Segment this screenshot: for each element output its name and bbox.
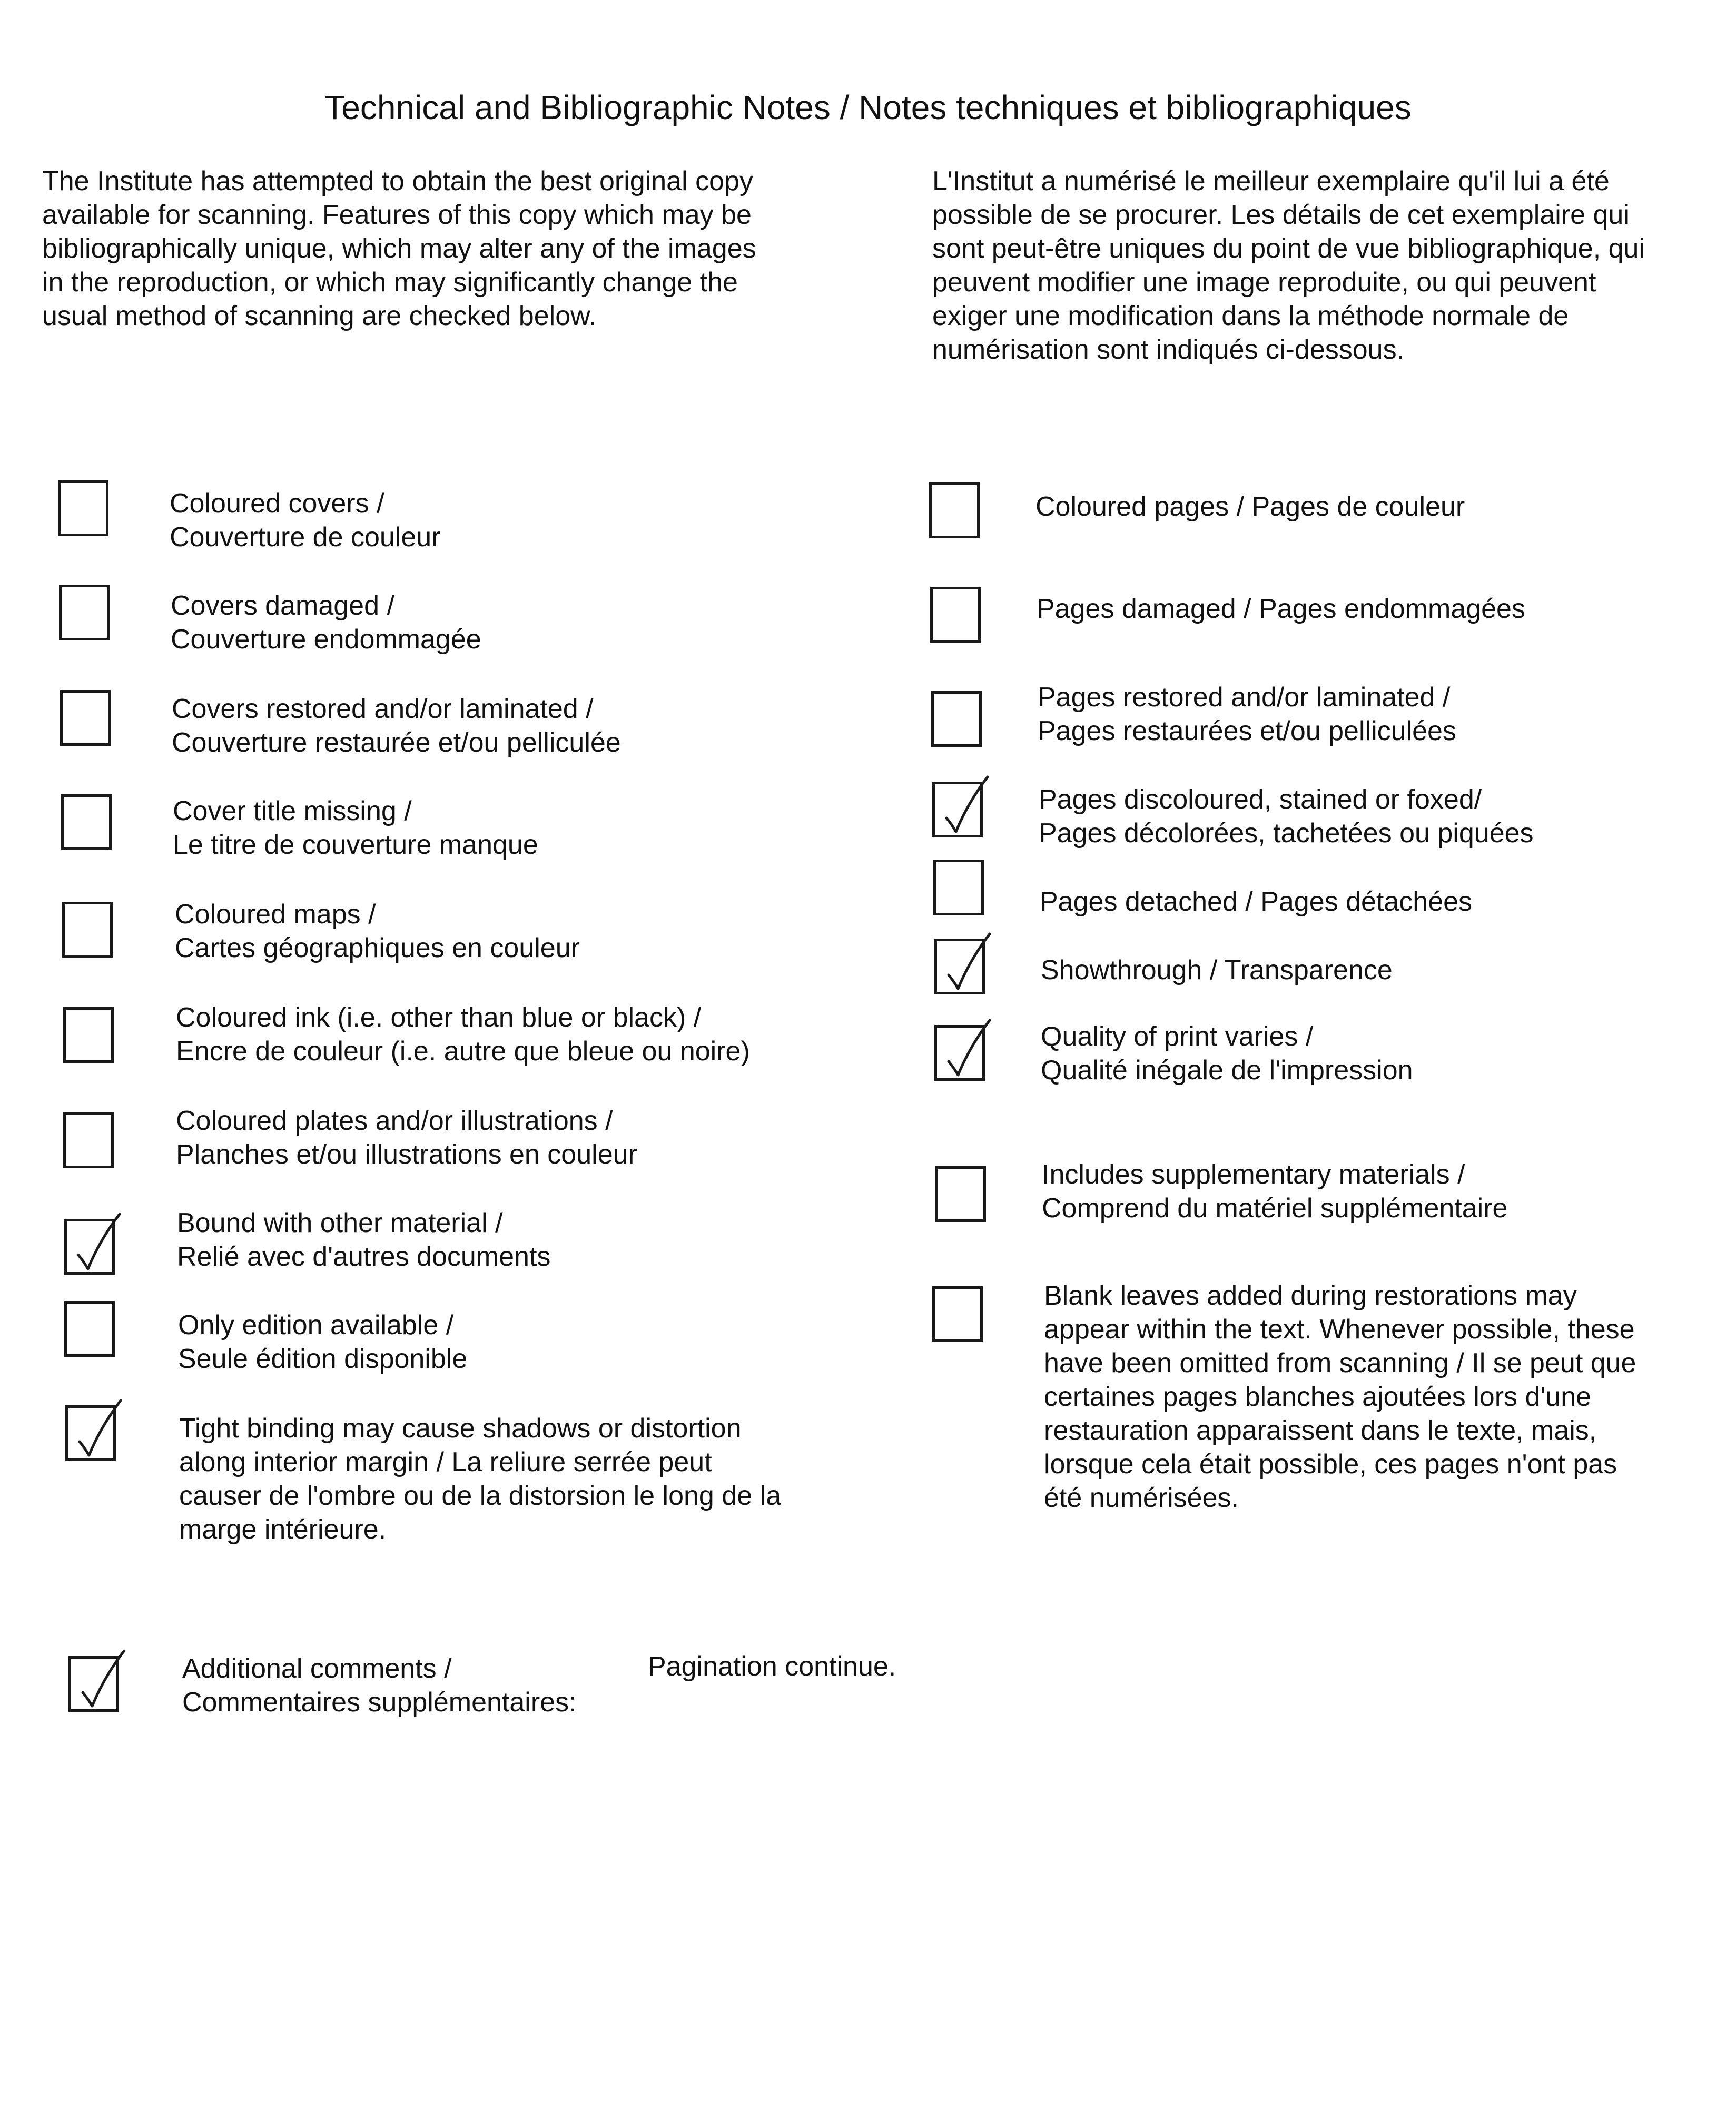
check-mark-icon [933, 1015, 996, 1089]
label-supplementary-materials: Includes supplementary materials / Comprend du matériel supplémentaire [1042, 1159, 1508, 1224]
check-mark-icon [63, 1209, 126, 1283]
checkbox-pages-restored[interactable] [931, 691, 982, 747]
label-showthrough: Showthrough / Transparence [1041, 955, 1393, 985]
intro-english: The Institute has attempted to obtain the best original copy available for scanning. Features of this copy which may be bibliographically unique, which may alter any of the images in the reproduction, or which may significantly change the usual method of scanning are checked below. [42, 166, 756, 331]
checkbox-additional-comments[interactable] [68, 1656, 119, 1712]
label-cover-title-missing: Cover title missing / Le titre de couverture manque [173, 796, 538, 860]
label-covers-restored: Covers restored and/or laminated / Couverture restaurée et/ou pelliculée [172, 694, 621, 758]
check-mark-icon [67, 1646, 130, 1720]
label-blank-leaves: Blank leaves added during restorations may appear within the text. Whenever possible, these have been omitted from scanning / Il se peut que certaines pages blanches ajoutées lors d'une restauration apparaissent dans le texte, mais, lorsque cela était possible, ces pages n'ont pas été numérisées. [1044, 1280, 1636, 1513]
intro-french: L'Institut a numérisé le meilleur exemplaire qu'il lui a été possible de se procurer. Les détails de cet exemplaire qui sont peut-être uniques du point de vue bibliographique, qui peuvent modifier une image reproduite, ou qui peuvent exiger une modification dans la méthode normale de numérisation sont indiqués ci-dessous. [932, 166, 1645, 365]
check-mark-icon [933, 929, 996, 1002]
label-coloured-covers: Coloured covers / Couverture de couleur [170, 488, 441, 553]
checkbox-blank-leaves[interactable] [932, 1286, 983, 1342]
label-bound-with-other-material: Bound with other material / Relié avec d'autres documents [177, 1208, 551, 1272]
label-tight-binding: Tight binding may cause shadows or distortion along interior margin / La reliure serrée peut causer de l'ombre ou de la distorsion le long de la marge intérieure. [179, 1413, 782, 1545]
checkbox-supplementary-materials[interactable] [935, 1166, 986, 1222]
checkbox-coloured-ink[interactable] [63, 1007, 114, 1063]
checkbox-quality-of-print[interactable] [934, 1025, 985, 1081]
checkbox-covers-restored[interactable] [60, 690, 111, 746]
label-coloured-plates: Coloured plates and/or illustrations / Planches et/ou illustrations en couleur [176, 1106, 637, 1170]
checkbox-coloured-maps[interactable] [62, 902, 113, 958]
checkbox-only-edition-available[interactable] [64, 1301, 115, 1357]
checkbox-pages-detached[interactable] [933, 860, 984, 915]
label-pages-detached: Pages detached / Pages détachées [1040, 886, 1473, 917]
additional-comments-value: Pagination continue. [648, 1651, 896, 1682]
label-additional-comments: Additional comments / Commentaires supplémentaires: [182, 1653, 577, 1718]
checkbox-pages-damaged[interactable] [930, 587, 981, 643]
checkbox-showthrough[interactable] [934, 939, 985, 994]
checkbox-tight-binding[interactable] [65, 1405, 116, 1461]
check-mark-icon [931, 772, 994, 845]
checkbox-cover-title-missing[interactable] [61, 794, 112, 850]
label-quality-of-print: Quality of print varies / Qualité inégale de l'impression [1041, 1021, 1413, 1086]
label-only-edition-available: Only edition available / Seule édition disponible [178, 1310, 468, 1374]
checkbox-pages-discoloured[interactable] [932, 782, 983, 837]
checkbox-coloured-pages[interactable] [929, 482, 980, 538]
page-title: Technical and Bibliographic Notes / Notes techniques et bibliographiques [324, 88, 1412, 126]
check-mark-icon [64, 1395, 127, 1469]
checkbox-coloured-covers[interactable] [58, 480, 108, 536]
checkbox-bound-with-other-material[interactable] [64, 1219, 115, 1275]
label-covers-damaged: Covers damaged / Couverture endommagée [171, 590, 481, 655]
label-pages-discoloured: Pages discoloured, stained or foxed/ Pages décolorées, tachetées ou piquées [1039, 784, 1534, 849]
label-pages-damaged: Pages damaged / Pages endommagées [1037, 594, 1525, 624]
label-coloured-ink: Coloured ink (i.e. other than blue or black) / Encre de couleur (i.e. autre que bleue ou noire) [176, 1002, 750, 1067]
label-pages-restored: Pages restored and/or laminated / Pages restaurées et/ou pelliculées [1038, 682, 1456, 746]
checkbox-coloured-plates[interactable] [63, 1112, 114, 1168]
label-coloured-pages: Coloured pages / Pages de couleur [1035, 491, 1465, 522]
checkbox-covers-damaged[interactable] [59, 585, 110, 640]
label-coloured-maps: Coloured maps / Cartes géographiques en couleur [175, 899, 580, 963]
